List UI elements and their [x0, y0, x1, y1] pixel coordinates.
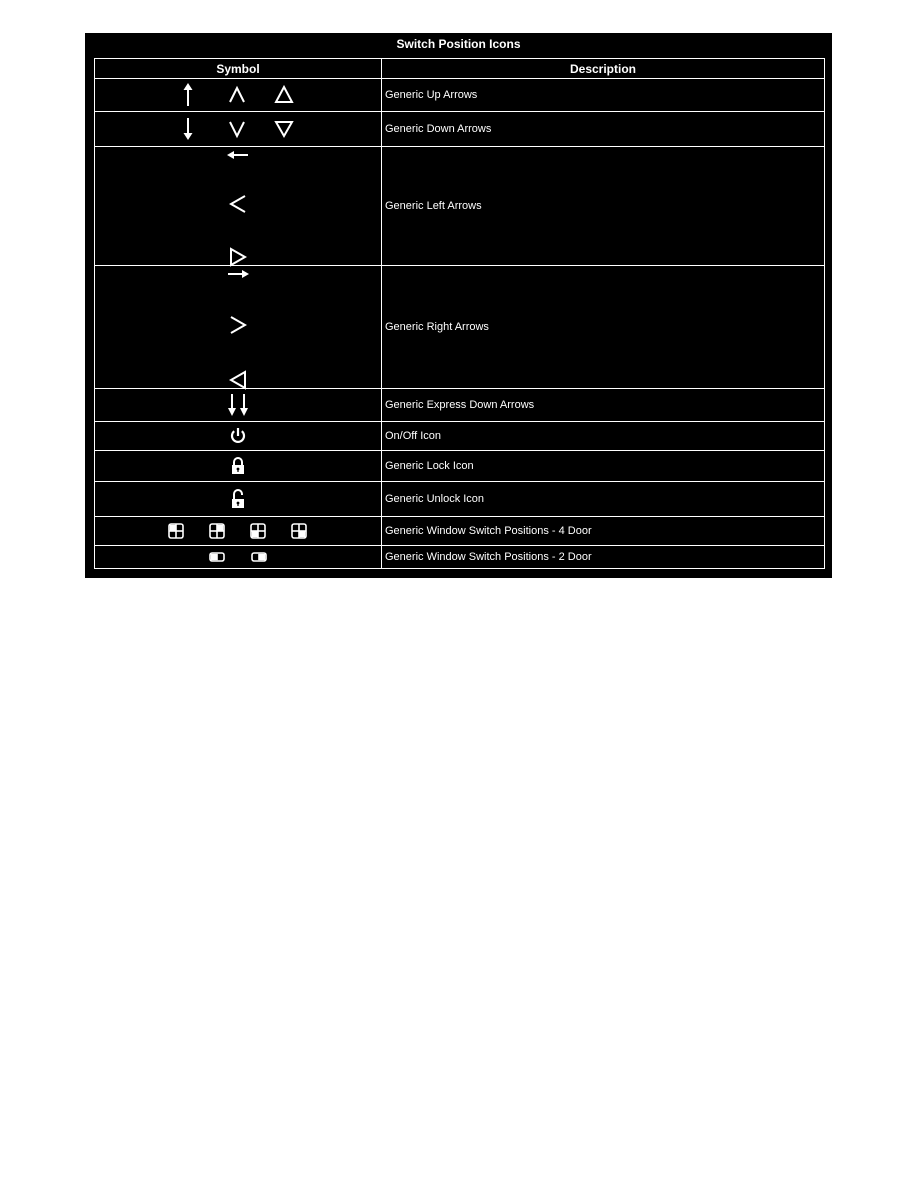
- symbol-cell: [95, 147, 382, 266]
- chevron-right-icon: [226, 314, 250, 336]
- symbol-cell: [95, 546, 382, 569]
- symbol-cell: [95, 482, 382, 517]
- table-row: [95, 79, 825, 112]
- description-cell: Generic Down Arrows: [382, 112, 825, 147]
- arrow-down-icon: [184, 118, 193, 140]
- symbol-header: Symbol: [95, 59, 382, 79]
- switch-icons-table: [94, 58, 825, 569]
- double-arrow-down-icon: [225, 392, 251, 418]
- window-2door-right-icon: [252, 553, 266, 561]
- arrow-right-icon: [226, 268, 250, 280]
- chevron-left-icon: [226, 193, 250, 215]
- power-icon: [229, 427, 247, 445]
- left-arrows-stack: [95, 149, 381, 267]
- chevron-down-icon: [230, 122, 244, 136]
- symbol-cell: [95, 451, 382, 482]
- description-cell: Generic Left Arrows: [382, 147, 825, 266]
- up-arrows-icons: [173, 82, 303, 108]
- description-cell: Generic Right Arrows: [382, 266, 825, 389]
- table-row: [95, 517, 825, 546]
- description-header: Description: [382, 59, 825, 79]
- triangle-right-outline-icon: [226, 247, 250, 267]
- description-cell: Generic Unlock Icon: [382, 482, 825, 517]
- description-cell: Generic Window Switch Positions - 2 Door: [382, 546, 825, 569]
- switch-position-icons-panel: [85, 33, 832, 578]
- table-row: [95, 389, 825, 422]
- table-row: [95, 422, 825, 451]
- window-4door-fl-icon: [169, 524, 183, 538]
- header-row: [95, 59, 825, 79]
- window-4door-rr-icon: [292, 524, 306, 538]
- description-cell: Generic Up Arrows: [382, 79, 825, 112]
- lock-icon: [230, 457, 246, 475]
- triangle-up-icon: [276, 87, 292, 102]
- window-2door-icons: [209, 552, 267, 562]
- chevron-up-icon: [230, 88, 244, 102]
- symbol-cell: [95, 517, 382, 546]
- table-row: [95, 147, 825, 266]
- arrow-left-icon: [226, 149, 250, 161]
- description-cell: On/Off Icon: [382, 422, 825, 451]
- window-4door-rl-icon: [251, 524, 265, 538]
- arrow-up-icon: [184, 83, 193, 106]
- symbol-cell: [95, 112, 382, 147]
- down-arrows-icons: [173, 116, 303, 142]
- window-2door-left-icon: [210, 553, 224, 561]
- symbol-cell: [95, 389, 382, 422]
- triangle-down-icon: [276, 122, 292, 136]
- triangle-left-outline-icon: [226, 370, 250, 390]
- description-cell: Generic Express Down Arrows: [382, 389, 825, 422]
- table-row: [95, 112, 825, 147]
- window-4door-icons: [168, 523, 308, 539]
- description-cell: Generic Lock Icon: [382, 451, 825, 482]
- table-row: [95, 546, 825, 569]
- symbol-cell: [95, 79, 382, 112]
- right-arrows-stack: [95, 268, 381, 390]
- symbol-cell: [95, 422, 382, 451]
- table-row: [95, 451, 825, 482]
- table-title: Switch Position Icons: [396, 37, 521, 51]
- window-4door-fr-icon: [210, 524, 224, 538]
- table-row: [95, 482, 825, 517]
- description-cell: Generic Window Switch Positions - 4 Door: [382, 517, 825, 546]
- table-row: [95, 266, 825, 389]
- unlock-icon: [230, 489, 246, 509]
- symbol-cell: [95, 266, 382, 389]
